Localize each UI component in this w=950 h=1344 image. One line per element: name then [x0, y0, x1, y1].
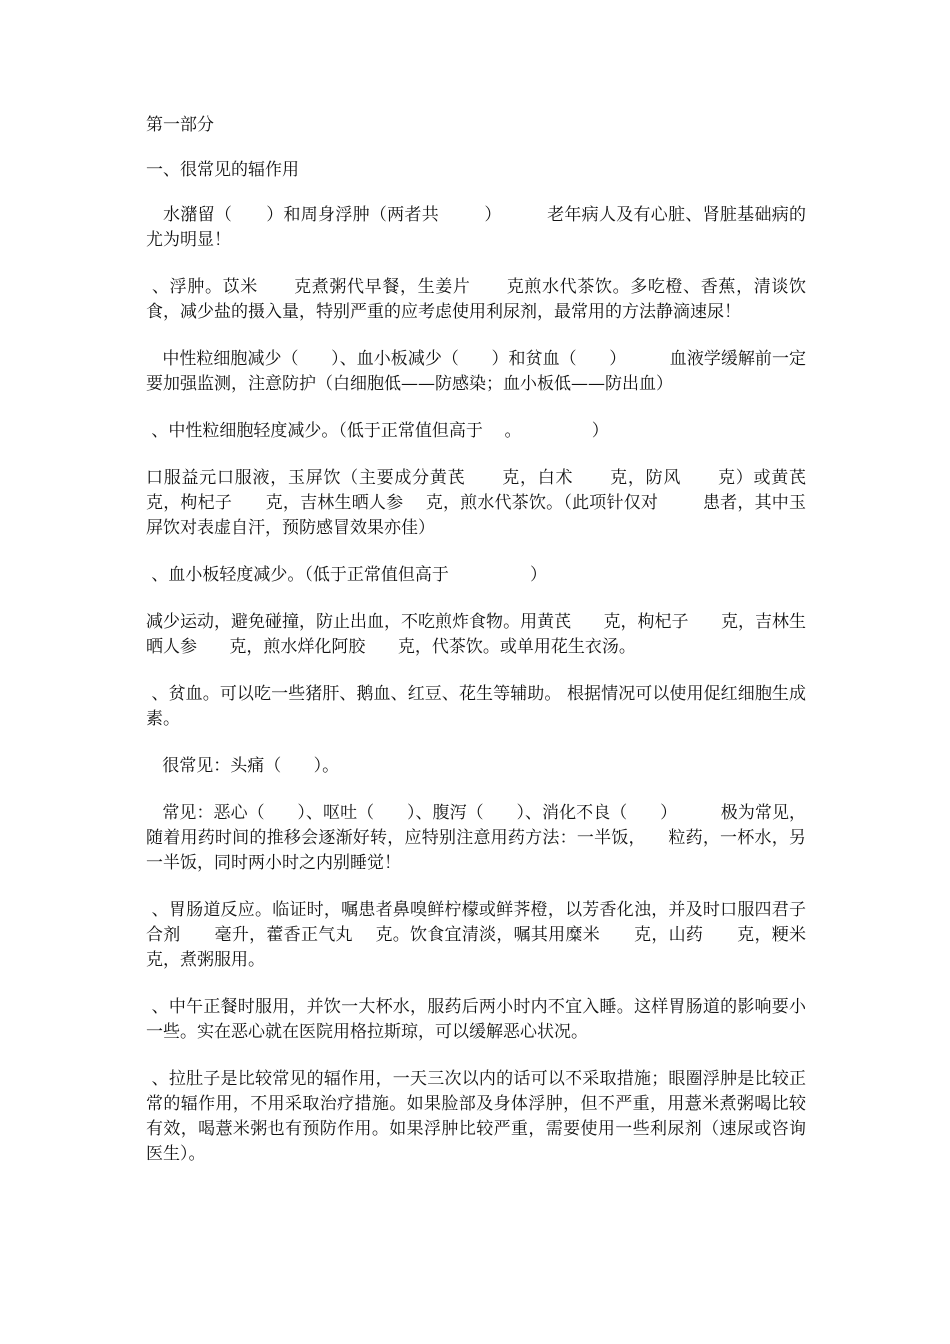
- paragraph-thrombocytopenia-treatment: 减少运动，避免碰撞，防止出血，不吃煎炸食物。用黄芪 克，枸杞子 克，吉林生晒人参 克，煎水烊化阿胶 克，代茶饮。或单用花生衣汤。: [146, 612, 806, 657]
- document-body: [146, 113, 839, 1189]
- paragraph-dosing-advice: 、中午正餐时服用，并饮一大杯水，服药后两小时内不宜入睡。这样胃肠道的影响要小一些。实在恶心就在医院用格拉斯琼，可以缓解恶心状况。: [146, 997, 807, 1042]
- paragraph-neutropenia-treatment: 口服益元口服液，玉屏饮（主要成分黄芪 克，白术 克，防风 克）或黄芪 克，枸杞子 克，吉林生晒人参 克，煎水代茶饮。（此项针仅对 患者，其中玉屏饮对表虚自汗，预防感冒效果亦佳）: [146, 468, 839, 538]
- paragraph-gi-treatment: 、胃肠道反应。临证时，嘱患者鼻嗅鲜柠檬或鲜荠橙，以芳香化浊，并及时口服四君子合剂 毫升，藿香正气丸 克。饮食宜清淡，嘱其用糜米 克，山药 克，粳米 克，煮粥服用。: [146, 900, 839, 970]
- paragraph-blood-overview: 中性粒细胞减少（ ）、血小板减少（ ）和贫血（ ） 血液学缓解前一定要加强监测，注意防护（白细胞低——防感染；血小板低——防出血）: [146, 349, 806, 394]
- paragraph-neutropenia: 、中性粒细胞轻度减少。（低于正常值但高于 。 ）: [146, 421, 609, 441]
- paragraph-edema-overview: 水潴留（ ）和周身浮肿（两者共 ） 老年病人及有心脏、肾脏基础病的尤为明显！: [146, 205, 806, 250]
- paragraph-thrombocytopenia: 、血小板轻度减少。（低于正常值但高于 ）: [146, 565, 547, 585]
- paragraph-headache: 很常见：头痛（ ）。: [146, 756, 340, 776]
- paragraph-diarrhea-edema: 、拉肚子是比较常见的辐作用，一天三次以内的话可以不采取措施；眼圈浮肿是比较正常的辐作用，不用采取治疗措施。如果脸部及身体浮肿，但不严重，用薏米煮粥喝比较有效，喝薏米粥也有预防作用。如果浮肿比较严重，需要使用一些利尿剂（速尿或咨询医生）。: [146, 1069, 807, 1164]
- paragraph-anemia: 、贫血。可以吃一些猪肝、鹅血、红豆、花生等辅助。 根据情况可以使用促红细胞生成素。: [146, 684, 807, 729]
- paragraph-edema-treatment: 、浮肿。苡米 克煮粥代早餐，生姜片 克煎水代茶饮。多吃橙、香蕉，清谈饮食，减少盐的摄入量，特别严重的应考虑使用利尿剂，最常用的方法静滴速尿！: [146, 277, 806, 322]
- paragraph-gi-overview: 常见：恶心（ ）、呕吐（ ）、腹泻（ ）、消化不良（ ） 极为常见，随着用药时间的推移会逐渐好转，应特别注意用药方法：一半饭， 粒药，一杯水，另一半饭，同时两小时之内别睡觉！: [146, 803, 806, 873]
- part-title: 第一部分: [146, 115, 214, 135]
- section-title: 一、很常见的辐作用: [146, 160, 299, 180]
